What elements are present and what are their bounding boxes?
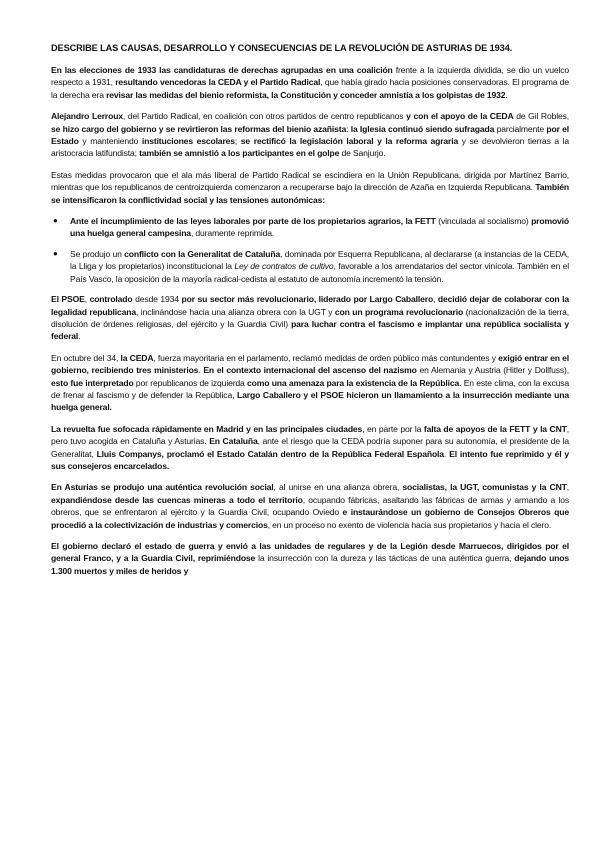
paragraph	[51, 169, 569, 206]
text-segment: , en un proceso no exento de violencia hacia sus propietarios y hacia el clero.	[267, 519, 552, 530]
text-segment: en Alemania y Austria (Hitler y Dollfuss),	[416, 365, 570, 376]
bold-text-segment: promovió una huelga general campesina	[70, 216, 570, 239]
bold-text-segment: exigió entrar en el gobierno, recibiendo tres ministerios	[51, 352, 570, 376]
paragraph	[51, 64, 569, 101]
text-segment: frente a la izquierda dividida, se dio un vuelco respecto a 1931,	[51, 65, 569, 88]
conflict-bullet-list	[51, 215, 569, 285]
paragraph	[51, 110, 569, 160]
bold-text-segment: instituciones escolares	[141, 136, 235, 147]
text-segment: , dominada por Esquerra Republicana, al declararse (a instancias de la CEDA, la Lliga y los propietarios) inconstitucional la	[70, 248, 569, 272]
bold-text-segment: Largo Caballero y el PSOE hicieron un llamamiento a la insurrección mediante una huelga general.	[51, 389, 569, 413]
bold-text-segment: la CEDA	[120, 352, 154, 363]
bold-text-segment: dejando unos 1.300 muertos y miles de heridos y	[51, 553, 570, 576]
text-segment: de Gil Robles,	[513, 111, 569, 122]
bullet-dot-icon: ●	[53, 216, 58, 226]
bold-text-segment: y con el apoyo de la CEDA	[406, 111, 514, 122]
text-segment: .	[198, 365, 204, 376]
bold-text-segment: se rectificó la legislación laboral y la reforma agraria	[240, 136, 459, 147]
text-segment: la insurrección con la dureza y las tácticas de una auténtica guerra,	[255, 553, 515, 564]
text-segment: , fuerza mayoritaria en el parlamento, reclamó medidas de orden público más contundentes y	[153, 352, 499, 363]
paragraph	[51, 293, 569, 343]
bold-text-segment: Lluis Companys, proclamó el Estado Catalán dentro de la República Federal Española	[96, 448, 444, 459]
bold-text-segment: también se amnistió a los participantes en el golpe	[139, 148, 340, 159]
bold-text-segment: En Cataluña	[209, 436, 258, 447]
bold-text-segment: Ante el incumplimiento de las leyes laborales por parte de los propietarios agrarios, la FETT	[70, 216, 436, 227]
bold-text-segment: con un programa revolucionario	[334, 306, 464, 317]
text-segment: .	[505, 89, 508, 100]
text-segment: ,	[84, 294, 90, 305]
text-segment: , del Partido Radical, en coalición con otros partidos de centro republicanos	[122, 111, 407, 122]
text-segment: Estas medidas provocaron que el ala más liberal de Partido Radical se escindiera en la Unión Republicana, dirigida por Martínez Barrio, mientras que los republicanos de centroizquierda comenzaron a recuperarse bajo la dirección de Azaña en Izquierda Republicana.	[51, 169, 569, 193]
bold-text-segment: esto fue interpretado	[51, 377, 134, 388]
bullet-dot-icon: ●	[53, 248, 58, 258]
bold-text-segment: El intento fue reprimido y él y sus consejeros encarcelados.	[51, 448, 569, 471]
bold-text-segment: falta de apoyos de la FETT y la CNT	[423, 423, 567, 434]
text-segment: , pero tuvo acogida en Cataluña y Asturias.	[51, 423, 570, 447]
intro-paragraphs	[51, 64, 569, 206]
text-segment: ;	[234, 136, 241, 147]
body-paragraphs	[51, 293, 569, 577]
bold-text-segment: por su sector más revolucionario, liderado por Largo Caballero	[181, 294, 434, 305]
bold-text-segment: En Asturias se produjo una auténtica revolución social	[51, 482, 274, 493]
bold-text-segment: El gobierno declaró el estado de guerra y envió a las unidades de regulares y de la Legión desde Marruecos, dirigidos por el general Franco, y a la Guardia Civil, reprimiéndose	[51, 541, 569, 564]
bold-text-segment: expandiéndose desde las cuencas mineras a todo el territorio	[51, 494, 303, 505]
text-segment: , favorable a los arrendatarios del sector vinícola. También en el País Vasco, la oposición de la mayoría radical-cedista al estatuto de autonomía incrementó la tensión.	[70, 261, 569, 284]
bold-text-segment: decidió dejar de colaborar con la legalidad republicana	[51, 294, 570, 317]
bold-text-segment: socialistas, la UGT, comunistas y la CNT	[402, 482, 567, 493]
text-segment: , inclinándose hacia una alianza obrera con la UGT y	[136, 306, 335, 317]
text-segment: . En este clima, con la excusa de frenar al fascismo y de defender la República,	[51, 377, 569, 400]
text-segment: parcialmente	[494, 123, 547, 134]
text-segment: Se produjo un	[70, 248, 125, 259]
text-segment: de Sanjurjo.	[339, 148, 386, 159]
text-segment: y manteniendo	[78, 136, 142, 147]
bold-text-segment: por el Estado	[51, 123, 569, 147]
bullet-item	[51, 215, 569, 240]
paragraph	[51, 540, 569, 577]
text-segment: desde 1934	[132, 294, 182, 305]
text-segment: ,	[566, 482, 569, 493]
bold-text-segment: En el contexto internacional del ascenso del nazismo	[203, 365, 417, 376]
text-segment: .	[443, 448, 450, 459]
text-segment: , que había girado hacia posiciones conservadoras. El programa de la derecha era	[51, 77, 569, 100]
text-segment: ,	[433, 294, 438, 305]
text-segment: (nacionalización de la tierra, disolución de órdenes religiosas, del ejército y la Guardia Civil)	[51, 306, 569, 329]
text-segment: En octubre del 34,	[51, 352, 121, 363]
text-segment: (vinculada al socialismo)	[435, 216, 532, 227]
bold-text-segment: se hizo cargo del gobierno y se revirtieron las reformas del bienio azañista	[51, 123, 347, 134]
bold-text-segment: e instaurándose un gobierno de Consejos Obreros que procedió a la colectivización de industrias y comercios	[51, 507, 569, 530]
paragraph	[51, 352, 569, 414]
text-segment: , ante el riesgo que la CEDA podría suponer para su autonomía, el presidente de la Generalitat,	[51, 436, 569, 459]
bold-text-segment: la Iglesia continuó siendo sufragada	[350, 123, 495, 134]
text-segment: , duramente reprimida.	[190, 228, 275, 239]
text-segment: por republicanos de izquierda	[133, 377, 248, 388]
bold-text-segment: para luchar contra el fascismo e implantar una república socialista y federal	[51, 318, 569, 342]
bold-text-segment: También se intensificaron la conflictividad social y las tensiones autonómicas:	[51, 182, 569, 205]
text-segment: .	[78, 331, 81, 342]
text-segment: , al unirse en una alianza obrera,	[273, 482, 403, 493]
bold-text-segment: resultando vencedoras la CEDA y el Partido Radical	[115, 77, 321, 88]
document-title: DESCRIBE LAS CAUSAS, DESARROLLO Y CONSECUENCIAS DE LA REVOLUCIÓN DE ASTURIAS DE 1934.	[51, 43, 513, 53]
bold-text-segment: Alejandro Lerroux	[51, 111, 123, 122]
bold-text-segment: El PSOE	[51, 294, 85, 305]
text-segment: , ocupando fábricas, asaltando las fábricas de armas y armando a los obreros, que se enfrentaron al ejército y la Guardia Civil, ocupando Oviedo	[51, 494, 569, 518]
text-segment: y se devolvieron tierras a la aristocracia latifundista;	[51, 136, 570, 159]
bold-text-segment: La revuelta fue sofocada rápidamente en Madrid y en las principales ciudades	[51, 423, 363, 434]
paragraph	[51, 481, 569, 531]
paragraph	[51, 423, 569, 473]
italic-text-segment: Ley de contratos de cultivo	[234, 261, 334, 272]
bullet-item	[51, 248, 569, 285]
bold-text-segment: controlado	[89, 294, 133, 305]
bold-text-segment: revisar las medidas del bienio reformista, la Constitución y conceder amnistía a los golpistas de 1932	[106, 89, 506, 100]
bold-text-segment: En las elecciones de 1933 las candidaturas de derechas agrupadas en una coalición	[51, 65, 393, 75]
bold-text-segment: como una amenaza para la existencia de la República	[247, 377, 460, 388]
text-segment: :	[346, 123, 351, 134]
bold-text-segment: conflicto con la Generalitat de Cataluña	[124, 248, 281, 259]
text-segment: , en parte por la	[362, 423, 424, 434]
